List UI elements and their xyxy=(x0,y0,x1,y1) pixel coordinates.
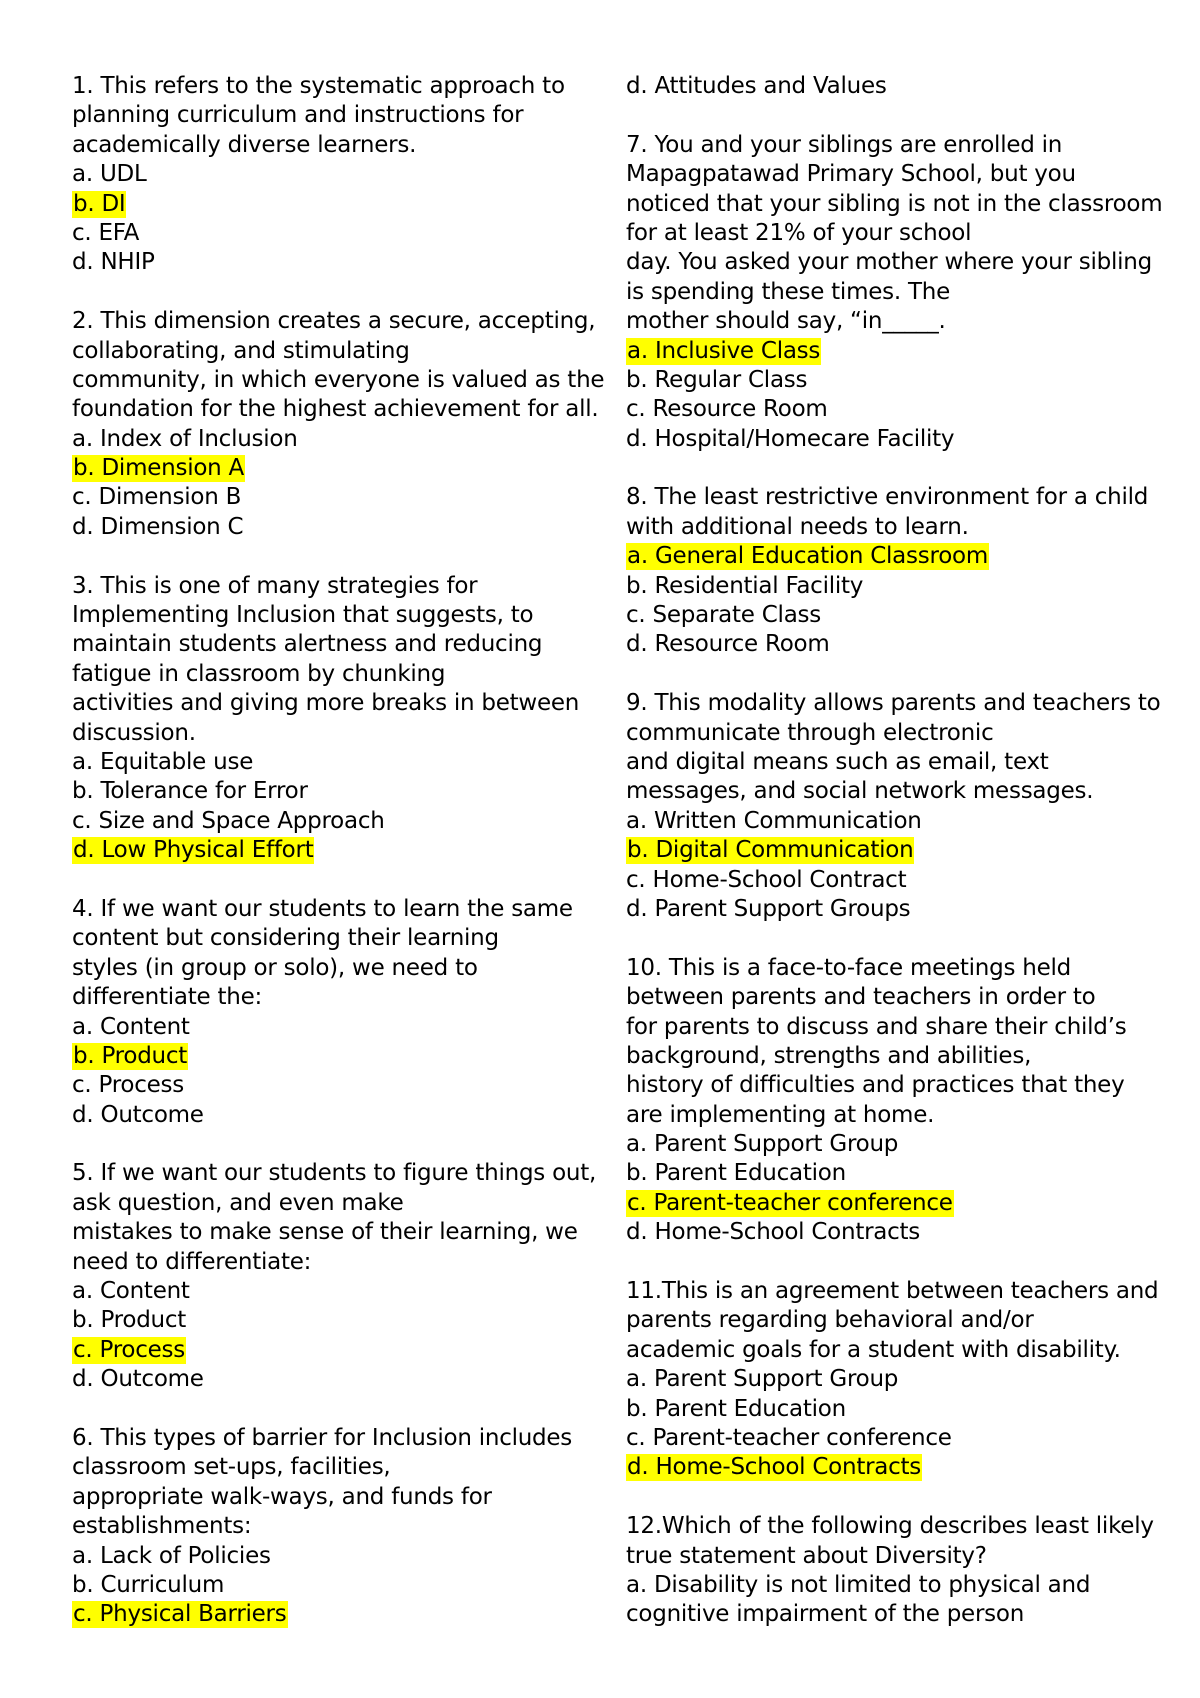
question-block xyxy=(626,954,1146,1248)
answer-option-text: d. Hospital/Homecare Facility xyxy=(626,425,955,452)
answer-option xyxy=(626,895,1146,924)
answer-option-text: b. Parent Education xyxy=(626,1160,846,1187)
answer-option xyxy=(72,1277,592,1306)
answer-option-text: a. Index of Inclusion xyxy=(72,425,298,452)
question-text-line: 9. This modality allows parents and teachers to xyxy=(626,690,1161,717)
answer-option-text: d. Home-School Contracts xyxy=(626,1219,921,1246)
answer-option-text: a. Parent Support Group xyxy=(626,1131,899,1158)
answer-option-text: c. Parent-teacher conference xyxy=(627,1189,953,1216)
answer-option-text: d. Outcome xyxy=(72,1101,204,1128)
question-text-line: 3. This is one of many strategies for xyxy=(72,572,478,599)
question-block xyxy=(72,72,592,278)
answer-option xyxy=(626,72,1146,101)
question-text-line: parents regarding behavioral and/or xyxy=(626,1307,1034,1334)
answer-option xyxy=(72,807,592,836)
question-text-line: background, strengths and abilities, xyxy=(626,1042,1032,1069)
question-text-line: planning curriculum and instructions for xyxy=(72,102,524,129)
question-text-line: are implementing at home. xyxy=(626,1101,935,1128)
answer-option xyxy=(72,1071,592,1100)
question-block xyxy=(72,1424,592,1630)
question-text-line: 6. This types of barrier for Inclusion includes xyxy=(72,1424,573,1451)
question-text-line: differentiate the: xyxy=(72,984,262,1011)
question-text-line: for parents to discuss and share their child’s xyxy=(626,1013,1127,1040)
answer-option-text: d. Parent Support Groups xyxy=(626,895,911,922)
question-text-line: ask question, and even make xyxy=(72,1189,404,1216)
question-text-line: mistakes to make sense of their learning, we xyxy=(72,1219,578,1246)
block-spacer xyxy=(72,1395,592,1424)
question-text-line: is spending these times. The xyxy=(626,278,951,305)
block-spacer xyxy=(72,278,592,307)
answer-option-text: b. DI xyxy=(73,190,126,217)
answer-option-text: d. Outcome xyxy=(72,1366,204,1393)
question-block xyxy=(72,895,592,1130)
answer-option xyxy=(72,1013,592,1042)
answer-option xyxy=(626,1600,1146,1629)
answer-option-text: d. Dimension C xyxy=(72,513,244,540)
answer-option-highlighted xyxy=(72,1042,592,1071)
answer-option-text: c. Resource Room xyxy=(626,396,828,423)
question-text-line: Mapagpatawad Primary School, but you xyxy=(626,161,1076,188)
answer-option-text: b. Product xyxy=(72,1307,187,1334)
answer-option-text: d. Attitudes and Values xyxy=(626,73,887,99)
question-text-line: 11.This is an agreement between teachers and xyxy=(626,1278,1159,1305)
right-column xyxy=(626,72,1163,1630)
question-text-line: 7. You and your siblings are enrolled in xyxy=(626,131,1063,158)
answer-option xyxy=(626,807,1146,836)
answer-option-text: c. Process xyxy=(73,1336,186,1363)
answer-option-text: a. Lack of Policies xyxy=(72,1542,271,1569)
question-text-line: styles (in group or solo), we need to xyxy=(72,954,478,981)
answer-option-highlighted xyxy=(626,836,1146,865)
question-text-line: 2. This dimension creates a secure, accepting, xyxy=(72,308,596,335)
question-text-line: 10. This is a face-to-face meetings held xyxy=(626,954,1071,981)
answer-option xyxy=(72,777,592,806)
answer-option-text: c. Size and Space Approach xyxy=(72,807,385,834)
answer-option-text: a. Written Communication xyxy=(626,807,922,834)
answer-option xyxy=(72,1571,592,1600)
question-text-line: discussion. xyxy=(72,719,196,746)
answer-option-text: b. Product xyxy=(73,1042,188,1069)
answer-option-text: c. Parent-teacher conference xyxy=(626,1424,952,1451)
answer-option-text: a. Content xyxy=(72,1278,190,1305)
answer-option xyxy=(626,572,1146,601)
answer-option xyxy=(72,748,592,777)
answer-option-text: d. NHIP xyxy=(72,249,155,276)
block-spacer xyxy=(626,1248,1146,1277)
answer-option-text: a. Parent Support Group xyxy=(626,1366,899,1393)
left-column xyxy=(72,72,605,1630)
answer-option-text: a. Disability is not limited to physical and xyxy=(626,1571,1091,1598)
question-text-line: fatigue in classroom by chunking xyxy=(72,660,446,687)
question-text-line: academic goals for a student with disability. xyxy=(626,1336,1121,1363)
question-text-line: maintain students alertness and reducing xyxy=(72,631,543,658)
answer-option xyxy=(72,1101,592,1130)
answer-option xyxy=(626,1571,1146,1600)
answer-option xyxy=(626,1218,1146,1247)
question-text-line: Implementing Inclusion that suggests, to xyxy=(72,602,534,629)
question-text-line: history of difficulties and practices that they xyxy=(626,1072,1125,1099)
answer-option-text: c. Home-School Contract xyxy=(626,866,907,893)
answer-option-text: c. Separate Class xyxy=(626,602,822,629)
question-block xyxy=(72,572,592,866)
block-spacer xyxy=(626,101,1146,130)
question-text-line: 4. If we want our students to learn the same xyxy=(72,895,573,922)
question-text-line: for at least 21% of your school xyxy=(626,219,972,246)
answer-option xyxy=(626,425,1146,454)
answer-option-text: d. Home-School Contracts xyxy=(627,1454,922,1481)
block-spacer xyxy=(72,542,592,571)
answer-option-highlighted xyxy=(626,1453,1146,1482)
answer-option-text: b. Residential Facility xyxy=(626,572,864,599)
question-text-line: 1. This refers to the systematic approach to xyxy=(72,73,565,99)
question-text-line: content but considering their learning xyxy=(72,925,499,952)
answer-option-text: a. Equitable use xyxy=(72,748,254,775)
answer-option xyxy=(626,866,1146,895)
answer-option-highlighted xyxy=(72,1600,592,1629)
question-text-line: true statement about Diversity? xyxy=(626,1542,987,1569)
question-text-line: 5. If we want our students to figure things out, xyxy=(72,1160,597,1187)
answer-option xyxy=(72,483,592,512)
question-text-line: noticed that your sibling is not in the classroom xyxy=(626,190,1163,217)
answer-option xyxy=(626,1130,1146,1159)
answer-option xyxy=(626,630,1146,659)
block-spacer xyxy=(626,1483,1146,1512)
question-block xyxy=(626,131,1163,454)
answer-option-text: a. Inclusive Class xyxy=(627,337,821,364)
question-text-line: mother should say, “in_____. xyxy=(626,308,946,335)
answer-option xyxy=(72,248,592,277)
question-block xyxy=(626,689,1161,924)
block-spacer xyxy=(626,660,1146,689)
answer-option-highlighted xyxy=(72,836,592,865)
answer-option xyxy=(626,1424,1146,1453)
answer-option-text: b. Parent Education xyxy=(626,1395,846,1422)
answer-option xyxy=(72,1542,592,1571)
block-spacer xyxy=(626,924,1146,953)
question-text-line: between parents and teachers in order to xyxy=(626,984,1096,1011)
question-text-line: communicate through electronic xyxy=(626,719,994,746)
answer-option-highlighted xyxy=(72,454,592,483)
question-text-line: appropriate walk-ways, and funds for xyxy=(72,1483,492,1510)
answer-option xyxy=(72,160,592,189)
answer-option-highlighted xyxy=(626,337,1146,366)
answer-option-highlighted xyxy=(72,190,592,219)
answer-option-text: c. Process xyxy=(72,1072,185,1099)
question-text-line: with additional needs to learn. xyxy=(626,513,969,540)
question-text-line: collaborating, and stimulating xyxy=(72,337,410,364)
block-spacer xyxy=(72,1130,592,1159)
question-block xyxy=(626,1512,1154,1630)
question-text-line: activities and giving more breaks in between xyxy=(72,690,580,717)
question-text-line: classroom set-ups, facilities, xyxy=(72,1454,391,1481)
answer-option-text: c. EFA xyxy=(72,219,140,246)
question-text-line: messages, and social network messages. xyxy=(626,778,1094,805)
question-text-line: 8. The least restrictive environment for a child xyxy=(626,484,1149,511)
answer-option-text: a. UDL xyxy=(72,161,147,188)
answer-option xyxy=(72,219,592,248)
answer-option xyxy=(72,425,592,454)
answer-option xyxy=(626,1365,1146,1394)
question-block xyxy=(626,483,1149,659)
answer-option-text: a. General Education Classroom xyxy=(627,543,988,570)
answer-option-text: d. Resource Room xyxy=(626,631,830,658)
answer-option xyxy=(626,1159,1146,1188)
answer-option-text: c. Dimension B xyxy=(72,484,242,511)
question-text-line: establishments: xyxy=(72,1513,252,1540)
question-block xyxy=(626,72,1146,101)
question-block xyxy=(72,307,605,542)
answer-option-highlighted xyxy=(626,542,1146,571)
answer-option-text: b. Curriculum xyxy=(72,1571,225,1598)
question-text-line: foundation for the highest achievement for all. xyxy=(72,396,599,423)
answer-option-text: cognitive impairment of the person xyxy=(626,1601,1025,1628)
question-text-line: academically diverse learners. xyxy=(72,131,417,158)
question-text-line: 12.Which of the following describes least likely xyxy=(626,1513,1154,1540)
block-spacer xyxy=(72,866,592,895)
question-text-line: and digital means such as email, text xyxy=(626,748,1049,775)
answer-option-highlighted xyxy=(72,1336,592,1365)
answer-option xyxy=(626,395,1146,424)
answer-option-text: b. Regular Class xyxy=(626,366,808,393)
answer-option xyxy=(626,601,1146,630)
answer-option-highlighted xyxy=(626,1189,1146,1218)
block-spacer xyxy=(626,454,1146,483)
answer-option xyxy=(72,1306,592,1335)
answer-option xyxy=(72,1365,592,1394)
answer-option xyxy=(626,1395,1146,1424)
answer-option xyxy=(72,513,592,542)
answer-option-text: d. Low Physical Effort xyxy=(73,837,314,864)
question-block xyxy=(72,1159,597,1394)
answer-option-text: b. Dimension A xyxy=(73,455,245,482)
question-block xyxy=(626,1277,1159,1483)
answer-option-text: a. Content xyxy=(72,1013,190,1040)
question-text-line: day. You asked your mother where your sibling xyxy=(626,249,1152,276)
answer-option-text: b. Tolerance for Error xyxy=(72,778,308,805)
question-text-line: need to differentiate: xyxy=(72,1248,312,1275)
question-text-line: community, in which everyone is valued as the xyxy=(72,366,605,393)
answer-option xyxy=(626,366,1146,395)
answer-option-text: b. Digital Communication xyxy=(627,837,914,864)
answer-option-text: c. Physical Barriers xyxy=(73,1601,287,1628)
